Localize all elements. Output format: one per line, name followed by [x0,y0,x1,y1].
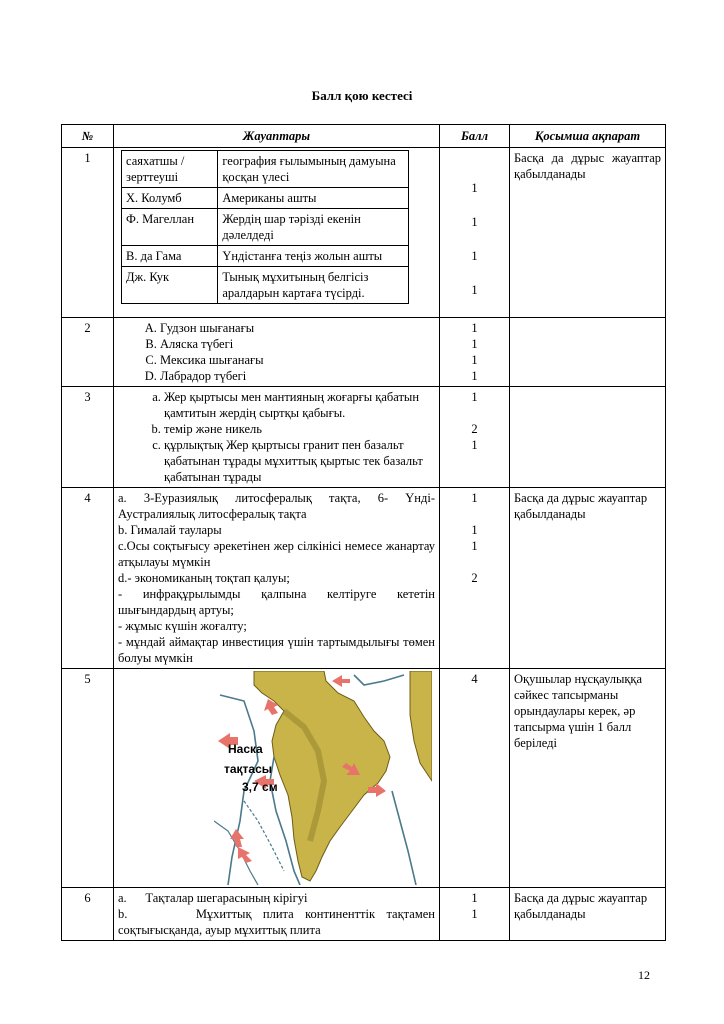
extra-info: Басқа да дұрыс жауаптар қабылданады [510,888,666,941]
ball-value: 1 [471,369,478,383]
explorer-name: В. да Гама [122,246,218,267]
ball-value: 2 [471,422,478,436]
extra-info [510,318,666,387]
explorer-contribution: Үндістанға теңіз жолын ашты [218,246,409,267]
answer-line: c.Осы соқтығысу әрекетінен жер сілкінісі немесе жанартау атқылауы мүмкін [118,539,435,569]
ball-value: 1 [471,215,478,229]
ball-value: 1 [471,353,478,367]
row-number: 5 [62,669,114,888]
ball-cell [440,318,510,387]
extra-info [510,387,666,488]
answer-cell [114,669,440,888]
row-number: 1 [62,148,114,318]
map-label-plate: Наска [228,742,263,756]
explorers-table [121,150,409,304]
inner-header: география ғылымының дамуына қосқан үлесі [218,151,409,188]
list-item: A. Гудзон шығанағы [160,320,435,336]
ball-value: 1 [471,337,478,351]
extra-info: Оқушылар нұсқаулыққа сәйкес тапсырманы орындаулары керек, әр тапсырма үшін 1 балл беріледі [510,669,666,888]
nazca-plate-map [214,671,432,885]
ball-cell [440,387,510,488]
explorer-name: Дж. Кук [122,267,218,304]
header-num: № [62,125,114,148]
list-item: B. Аляска түбегі [160,336,435,352]
ball-cell [440,488,510,669]
table-row [62,387,666,488]
scoring-table [61,124,666,941]
row-number: 4 [62,488,114,669]
ball-value: 1 [471,539,478,553]
answer-line: b. Мұхиттық плита континенттік тақтамен соқтығысқанда, ауыр мұхиттық плита [118,907,435,937]
ball-value: 1 [471,438,478,452]
ball-value: 1 [471,283,478,297]
header-answers: Жауаптары [114,125,440,148]
ball-value: 1 [471,891,478,905]
page-number: 12 [638,968,650,982]
explorer-contribution: Жердің шар тәрізді екенін дәлелдеді [218,209,409,246]
explorer-contribution: Тынық мұхитының белгісіз аралдарын картаға түсірді. [218,267,409,304]
table-row [62,488,666,669]
table-row [62,148,666,318]
answer-line: a. 3-Еуразиялық литосфералық тақта, 6- Үнді-Аустралиялық литосфералық тақта [118,491,435,521]
answer-cell [114,488,440,669]
ball-value: 2 [471,571,478,585]
header-extra: Қосымша ақпарат [510,125,666,148]
explorer-name: Ф. Магеллан [122,209,218,246]
list-item: c. құрлықтық Жер қыртысы гранит пен базальт қабатынан тұрады мұхиттық қыртыс тек базальт қабатынан тұрады [164,437,435,485]
page-title: Балл қою кестесі [311,88,413,103]
list-item: a. Жер қыртысы мен мантияның жоғарғы қабатын қамтитын жердің сыртқы қабығы. [164,389,435,421]
list-item: D. Лабрадор түбегі [160,368,435,384]
ball-value: 4 [471,672,478,686]
answer-line: - инфрақұрылымды қалпына келтіруге кететін шығындардың артуы; [118,587,435,617]
ball-value: 1 [471,390,478,404]
explorer-contribution: Американы ашты [218,188,409,209]
answer-cell [114,888,440,941]
inner-header: саяхатшы / зерттеуші [122,151,218,188]
ball-value: 1 [471,491,478,505]
ball-value: 1 [471,249,478,263]
ball-value: 1 [471,321,478,335]
answer-line: b. Гималай таулары [118,523,222,537]
extra-info: Басқа да дұрыс жауаптар қабылданады [510,148,666,318]
answer-cell [114,318,440,387]
table-row [62,318,666,387]
extra-info: Басқа да дұрыс жауаптар қабылданады [510,488,666,669]
ball-value: 1 [471,523,478,537]
map-label-plate-name: тақтасы [224,762,273,776]
answer-cell [114,148,440,318]
ball-value: 1 [471,181,478,195]
ball-cell [440,669,510,888]
map-label-distance: 3,7 см [242,780,278,794]
answer-line: a. Тақталар шегарасының кірігуі [118,891,308,905]
answer-line: d.- экономиканың тоқтап қалуы; [118,571,290,585]
table-row [62,669,666,888]
row-number: 3 [62,387,114,488]
row-number: 6 [62,888,114,941]
list-item: b. темір және никель [164,421,435,437]
tectonic-map [214,671,432,885]
ball-cell [440,148,510,318]
list-item: C. Мексика шығанағы [160,352,435,368]
answer-line: - жұмыс күшін жоғалту; [118,619,247,633]
answer-line: - мұндай аймақтар инвестиция үшін тартымдылығы төмен болуы мүмкін [118,635,435,665]
table-header-row [62,125,666,148]
ball-value: 1 [471,907,478,921]
header-ball: Балл [440,125,510,148]
row-number: 2 [62,318,114,387]
ball-cell [440,888,510,941]
answer-cell [114,387,440,488]
explorer-name: Х. Колумб [122,188,218,209]
table-row [62,888,666,941]
